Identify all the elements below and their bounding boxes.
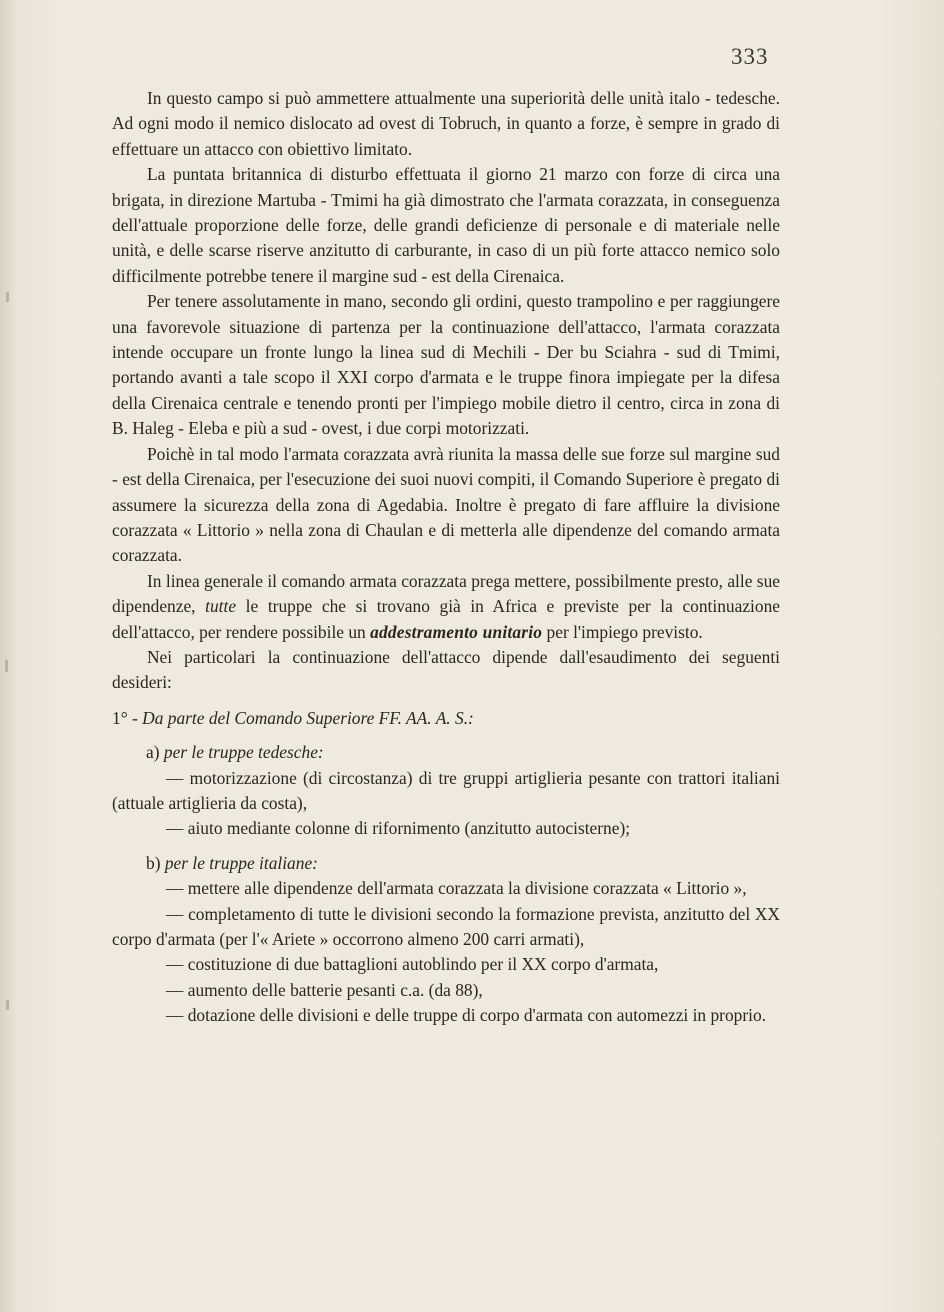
paragraph-5-text-b: le truppe che si trovano già in Africa e previste per la continuazione dell'attacco, per rendere possibile un [112, 596, 780, 642]
subsection-a-title: per le truppe tedesche: [163, 742, 324, 763]
paragraph-5-text-c: per l'impiego previsto. [546, 621, 703, 642]
subsection-b-title: per le truppe italiane: [164, 852, 318, 873]
emphasis-addestramento: addestramento unitario [370, 621, 543, 642]
subsection-b-heading [112, 851, 780, 876]
list-item-b-3: — costituzione di due battaglioni autoblindo per il XX corpo d'armata, [166, 954, 659, 975]
paragraph-5 [112, 569, 780, 645]
subsection-a-heading [112, 740, 780, 765]
paragraph-6: Nei particolari la continuazione dell'attacco dipende dall'esaudimento dei seguenti desideri: [112, 646, 780, 693]
emphasis-tutte: tutte [205, 596, 237, 617]
list-item-a-1: — motorizzazione (di circostanza) di tre gruppi artiglieria pesante con trattori italiani (attuale artiglieria da costa), [112, 767, 780, 813]
paragraph-4: Poichè in tal modo l'armata corazzata avrà riunita la massa delle sue forze sul margine sud - est della Cirenaica, per l'esecuzione dei suoi nuovi compiti, il Comando Superiore è pregato di assumere la sicurezza della zona di Agedabia. Inoltre è pregato di fare affluire la divisione corazzata « Littorio » nella zona di Chaulan e di metterla alle dipendenze del comando armata corazzata. [112, 443, 780, 566]
page-number: 333 [731, 44, 769, 69]
page-body [112, 86, 780, 1029]
section-1-number: 1° - [112, 707, 138, 728]
paragraph-5-text-a: In linea generale il comando armata corazzata prega mettere, possibilmente presto, alle sue dipendenze, [112, 570, 780, 617]
paragraph-1: In questo campo si può ammettere attualmente una superiorità delle unità italo - tedesche. Ad ogni modo il nemico dislocato ad ovest di Tobruch, in quanto a forze, è sempre in grado di effettuare un attacco con obiettivo limitato. [112, 88, 780, 159]
section-1-title: Da parte del Comando Superiore FF. AA. A. S.: [142, 707, 474, 728]
list-item-b-5: — dotazione delle divisioni e delle truppe di corpo d'armata con automezzi in proprio. [166, 1005, 767, 1026]
paragraph-2: La puntata britannica di disturbo effettuata il giorno 21 marzo con forze di circa una brigata, in direzione Martuba - Tmimi ha già dimostrato che l'armata corazzata, in conseguenza dell'attuale proporzione delle forze, delle grandi deficienze di personale e di materiale nelle unità, e delle scarse riserve anzitutto di carburante, in caso di un più forte attacco nemico solo difficilmente potrebbe tenere il margine sud - est della Cirenaica. [112, 164, 780, 286]
subsection-b-label: b) [146, 852, 161, 873]
paragraph-3: Per tenere assolutamente in mano, secondo gli ordini, questo trampolino e per raggiungere una favorevole situazione di partenza per la continuazione dell'attacco, l'armata corazzata intende occupare un fronte lungo la linea sud di Mechili - Der bu Sciahra - sud di Tmimi, portando avanti a tale scopo il XXI corpo d'armata e le truppe finora impiegate per la difesa della Cirenaica centrale e tenendo pronti per l'impiego mobile dietro il centro, circa in zona di B. Haleg - Eleba e più a sud - ovest, i due corpi motorizzati. [112, 291, 780, 439]
list-item-b-4: — aumento delle batterie pesanti c.a. (da 88), [166, 979, 483, 1000]
section-1-heading [112, 706, 780, 731]
list-item-a-2: — aiuto mediante colonne di rifornimento (anzitutto autocisterne); [166, 818, 631, 839]
list-item-b-1: — mettere alle dipendenze dell'armata corazzata la divisione corazzata « Littorio », [166, 878, 747, 899]
list-item-b-2: — completamento di tutte le divisioni secondo la formazione prevista, anzitutto del XX corpo d'armata (per l'« Ariete » occorrono almeno 200 carri armati), [112, 903, 780, 949]
subsection-a-label: a) [146, 742, 160, 763]
